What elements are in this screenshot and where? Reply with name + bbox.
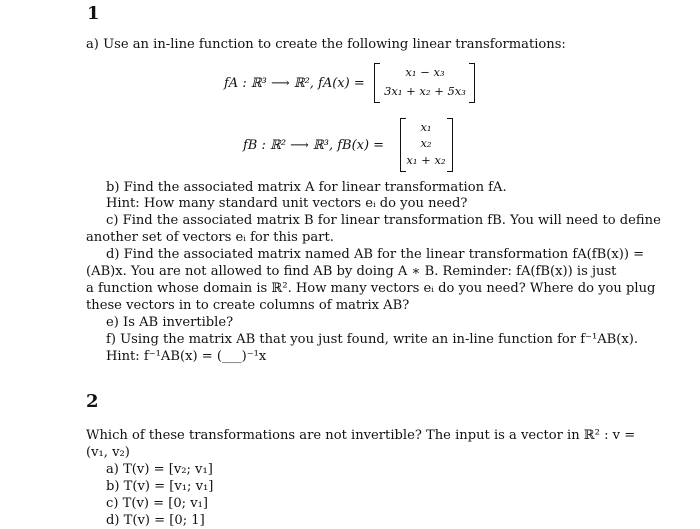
q1-part-f-text: f) Using the matrix AB that you just found, write an in-line function for f⁻¹AB(x). [106,332,639,347]
q1-part-c-line-2: another set of vectors eᵢ for this part. [86,230,334,245]
q2-option-c: c) T(v) = [0; v₁] [106,496,209,511]
fb-row-1: x₁ [420,120,432,134]
q1-part-d-line-4: these vectors in to create columns of matrix AB? [86,298,410,313]
q2-option-a: a) T(v) = [v₂; v₁] [106,462,213,477]
q1-part-c-line-1: c) Find the associated matrix B for linear transformation fB. You will need to define [106,213,661,228]
fa-definition: fA : ℝ³ ⟶ ℝ², fA(x) = [224,76,365,91]
q1-part-a-text: a) Use an in-line function to create the following linear transformations: [86,37,566,52]
q2-prompt-line-1: Which of these transformations are not invertible? The input is a vector in ℝ² : v = [86,428,636,443]
fb-definition: fB : ℝ² ⟶ ℝ³, fB(x) = [243,138,385,153]
fa-row-1: x₁ − x₃ [405,65,445,79]
question-2-number: 2 [86,391,99,412]
fb-right-bracket [447,118,453,172]
fb-row-3: x₁ + x₂ [406,153,446,167]
fa-row-2: 3x₁ + x₂ + 5x₃ [384,84,466,98]
q2-option-b: b) T(v) = [v₁; v₁] [106,479,214,494]
q1-part-b-text: b) Find the associated matrix A for linear transformation fA. [106,180,507,195]
q1-part-d-line-2: (AB)x. You are not allowed to find AB by doing A ∗ B. Reminder: fA(fB(x)) is just [86,264,617,279]
question-1-number: 1 [87,3,100,24]
q1-part-f-hint: Hint: f⁻¹AB(x) = (___)⁻¹x [106,349,267,364]
fb-row-2: x₂ [420,136,432,150]
q1-part-b-hint: Hint: How many standard unit vectors eᵢ do you need? [106,196,468,211]
q2-option-d: d) T(v) = [0; 1] [106,513,205,528]
q1-part-d-line-3: a function whose domain is ℝ². How many vectors eᵢ do you need? Where do you plug [86,281,656,296]
q1-part-e-text: e) Is AB invertible? [106,315,234,330]
fa-right-bracket [469,63,475,103]
q1-part-d-line-1: d) Find the associated matrix named AB for the linear transformation fA(fB(x)) = [106,247,645,262]
q2-prompt-line-2: (v₁, v₂) [86,445,130,460]
